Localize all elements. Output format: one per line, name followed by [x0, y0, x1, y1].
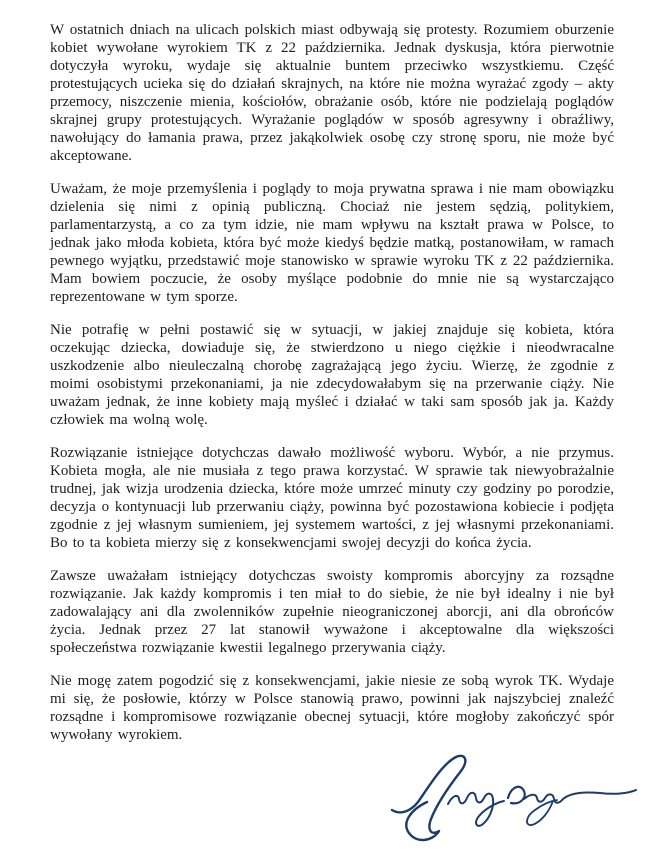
paragraph-4: Rozwiązanie istniejące dotychczas dawało możliwość wyboru. Wybór, a nie przymus. Kobieta mogła, ale nie musiała z tego prawa korzystać. W sprawie tak niewyobrażalnie trudnej, jak wizja urodzenia dziecka, które może umrzeć minuty czy godziny po porodzie, decyzja o kontynuacji lub przerwaniu ciąży, powinna być pozostawiona kobiecie i podjęta zgodnie z jej własnym sumieniem, jej systemem wartości, z jej własnymi przekonaniami. Bo to ta kobieta mierzy się z konsekwencjami swojej decyzji do końca życia. — [50, 445, 614, 551]
document-body — [50, 21, 614, 744]
paragraph-3: Nie potrafię w pełni postawić się w sytuacji, w jakiej znajduje się kobieta, która oczekując dziecka, dowiaduje się, że stwierdzono u niego ciężkie i nieodwracalne uszkodzenie albo nieuleczalną chorobę zagrażającą jego życiu. Wierzę, że zgodnie z moimi osobistymi przekonaniami, ja nie zdecydowałabym się na przerwanie ciąży. Nie uważam jednak, że inne kobiety mają myśleć i działać w taki sam sposób jak ja. Każdy człowiek ma wolną wolę. — [50, 322, 614, 428]
paragraph-5: Zawsze uważałam istniejący dotychczas swoisty kompromis aborcyjny za rozsądne rozwiązanie. Jak każdy kompromis i ten miał to do siebie, że nie był idealny i nie był zadowalający ani dla zwolenników zupełnie nieograniczonej aborcji, ani dla obrońców życia. Jednak przez 27 lat stanowił wyważone i akceptowalne dla większości społeczeństwa rozwiązanie kwestii legalnego przerywania ciąży. — [50, 568, 614, 656]
signature-stroke — [392, 756, 465, 840]
signature — [383, 752, 647, 846]
signature-ink-icon — [383, 752, 647, 846]
paragraph-6: Nie mogę zatem pogodzić się z konsekwencjami, jakie niesie ze sobą wyrok TK. Wydaje mi się, że posłowie, którzy w Polsce stanowią prawo, powinni jak najszybciej znaleźć rozsądne i kompromisowe rozwiązanie obecnej sytuacji, które mogłoby zakończyć spór wywołany wyrokiem. — [50, 673, 614, 743]
paragraph-1: W ostatnich dniach na ulicach polskich miast odbywają się protesty. Rozumiem oburzenie kobiet wywołane wyrokiem TK z 22 października. Jednak dyskusja, która pierwotnie dotyczyła wyroku, wydaje się aktualnie buntem przeciwko wszystkiemu. Część protestujących ucieka się do działań skrajnych, na które nie można wyrażać zgody – akty przemocy, niszczenie mienia, kościołów, obrażanie osób, które nie podzielają poglądów skrajnej grupy protestujących. Wyrażanie poglądów w sposób agresywny i obraźliwy, nawołujący do łamania prawa, przez jakąkolwiek osobę czy stronę sporu, nie może być akceptowane. — [50, 22, 614, 164]
signature-stroke — [448, 793, 504, 826]
paragraph-2: Uważam, że moje przemyślenia i poglądy to moja prywatna sprawa i nie mam obowiązku dzielenia się nimi z opinią publiczną. Chociaż nie jestem sędzią, politykiem, parlamentarzystą, a co za tym idzie, nie mam wpływu na kształt prawa w Polsce, to jednak jako młoda kobieta, która być może kiedyś będzie matką, postanowiłam, w ramach pewnego wyjątku, przedstawić moje stanowisko w sprawie wyroku TK z 22 października. Mam bowiem poczucie, że osoby myślące podobnie do mnie nie są wystarczająco reprezentowane w tym sporze. — [50, 181, 614, 305]
signature-stroke — [527, 800, 557, 825]
signature-stroke — [508, 787, 525, 804]
signature-stroke — [524, 790, 636, 803]
